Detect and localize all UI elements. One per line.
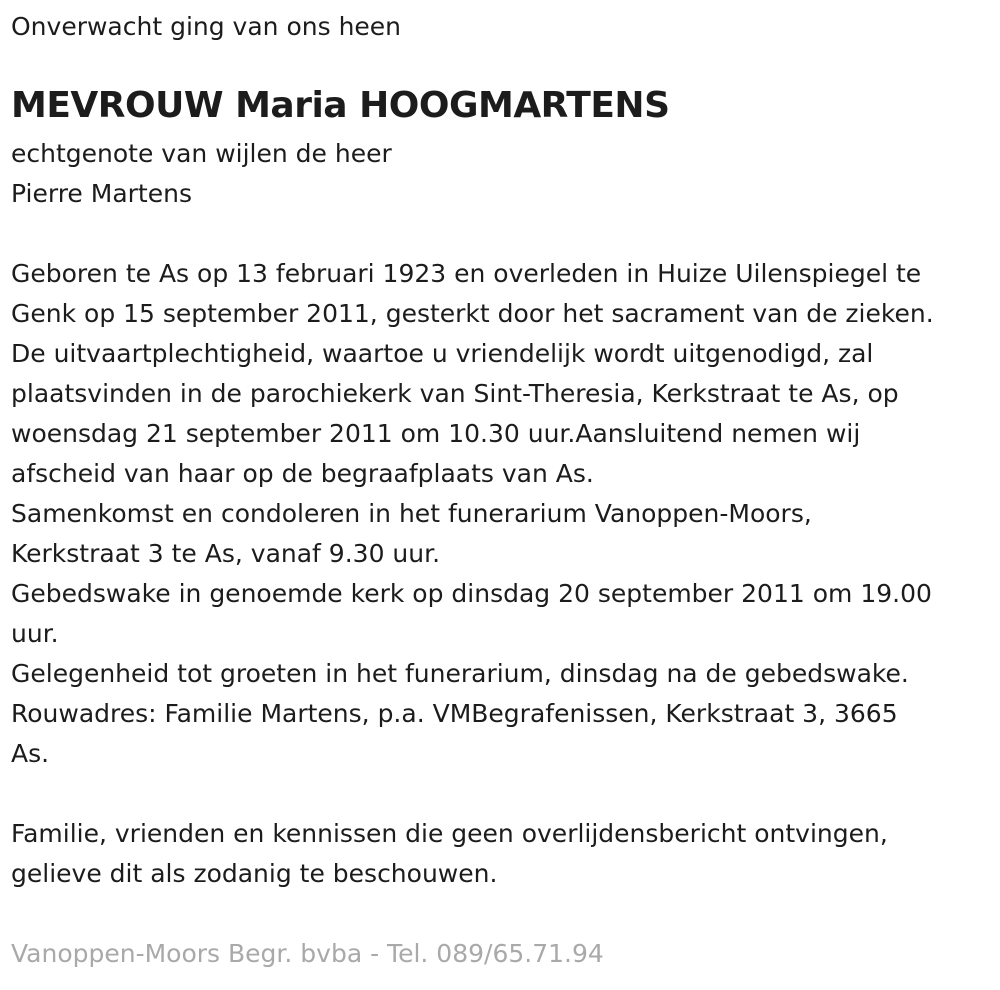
closing-line: gelieve dit als zodanig te beschouwen.	[11, 859, 498, 888]
spouse-line: Pierre Martens	[11, 179, 192, 208]
closing-line: Familie, vrienden en kennissen die geen overlijdensbericht ontvingen,	[11, 819, 888, 848]
intro-text: Onverwacht ging van ons heen	[11, 12, 402, 41]
funeral-home-footer: Vanoppen-Moors Begr. bvba - Tel. 089/65.71.94	[11, 939, 604, 968]
detail-line: uur.	[11, 619, 59, 648]
notice-details	[11, 254, 934, 774]
deceased-name: MEVROUW Maria HOOGMARTENS	[11, 85, 670, 126]
detail-line: Rouwadres: Familie Martens, p.a. VMBegrafenissen, Kerkstraat 3, 3665	[11, 699, 898, 728]
detail-line: Kerkstraat 3 te As, vanaf 9.30 uur.	[11, 539, 441, 568]
detail-line: woensdag 21 september 2011 om 10.30 uur.Aansluitend nemen wij	[11, 419, 861, 448]
detail-line: Geboren te As op 13 februari 1923 en overleden in Huize Uilenspiegel te	[11, 259, 922, 288]
detail-line: Gelegenheid tot groeten in het funerarium, dinsdag na de gebedswake.	[11, 659, 909, 688]
detail-line: plaatsvinden in de parochiekerk van Sint-Theresia, Kerkstraat te As, op	[11, 379, 899, 408]
spouse-info	[11, 134, 392, 214]
detail-line: Samenkomst en condoleren in het funerarium Vanoppen-Moors,	[11, 499, 812, 528]
closing-note	[11, 814, 888, 894]
detail-line: Gebedswake in genoemde kerk op dinsdag 20 september 2011 om 19.00	[11, 579, 932, 608]
detail-line: Genk op 15 september 2011, gesterkt door het sacrament van de zieken.	[11, 299, 934, 328]
detail-line: afscheid van haar op de begraafplaats van As.	[11, 459, 594, 488]
spouse-line: echtgenote van wijlen de heer	[11, 139, 392, 168]
detail-line: As.	[11, 739, 50, 768]
detail-line: De uitvaartplechtigheid, waartoe u vriendelijk wordt uitgenodigd, zal	[11, 339, 874, 368]
